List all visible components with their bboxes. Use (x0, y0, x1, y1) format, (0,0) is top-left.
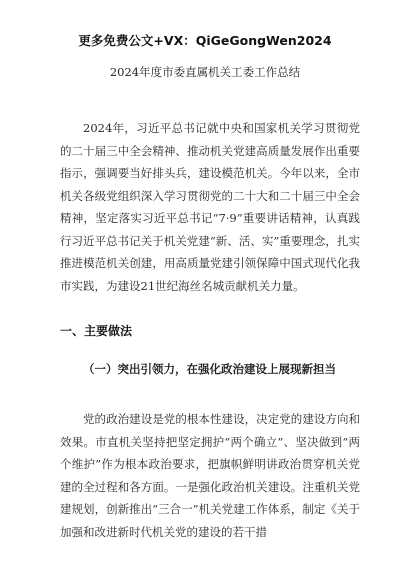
subsection-heading: （一）突出引领力，在强化政治建设上展现新担当 (83, 362, 336, 376)
section-heading-main-practices: 一、主要做法 (60, 324, 133, 338)
intro-paragraph: 2024年，习近平总书记就中央和国家机关学习贯彻党的二十届三中全会精神、推动机关党建高质量发展作出重要指示，强调要当好排头兵，建设模范机关。今年以来，全市机关各级党组织深入学习贯彻党的二十大和二十届三中全会精神，坚定落实习近平总书记“7·9”重要讲话精神，认真践行习近平总书记关于机关党建“新、活、实”重要理念，扎实推进模范机关创建，用高质量党建引领保障中国式现代化我市实践，为建设21世纪海丝名城贡献机关力量。 (60, 121, 360, 293)
promo-banner: 更多免费公文+VX：QiGeGongWen2024 (78, 33, 332, 48)
body-paragraph: 党的政治建设是党的根本性建设，决定党的建设方向和效果。市直机关坚持把坚定拥护“两个确立”、坚决做到“两个维护”作为根本政治要求，把旗帜鲜明讲政治贯穿机关党建的全过程和各方面。一是强化政治机关建设。注重机关党建规划，创新推出“三合一”机关党建工作体系，制定《关于加强和改进新时代机关党的建设的若干措 (60, 412, 360, 539)
document-title: 2024年度市委直属机关工委工作总结 (109, 65, 301, 79)
